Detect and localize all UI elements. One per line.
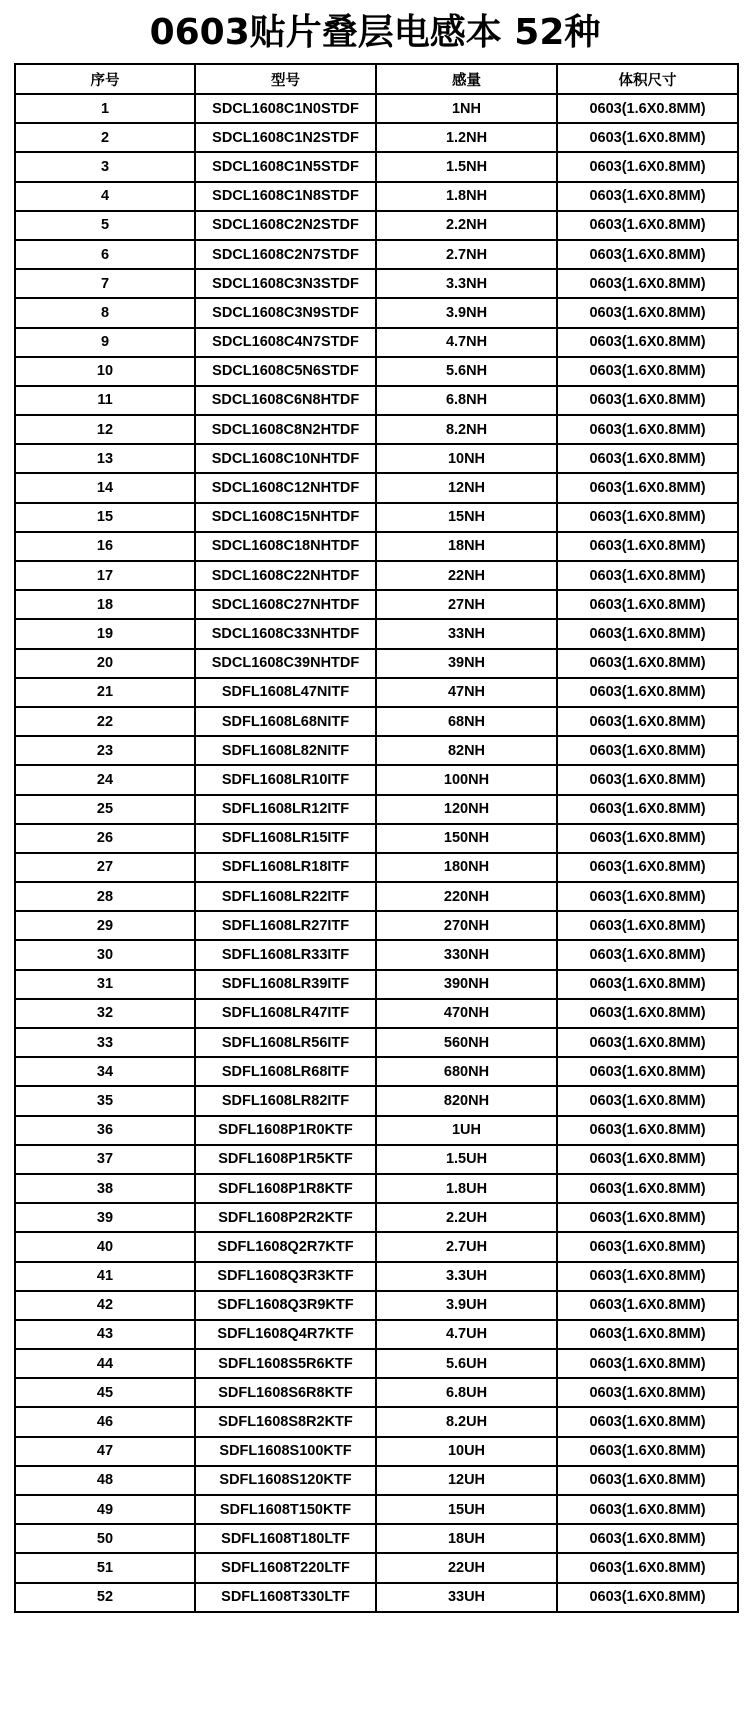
cell-model: SDFL1608LR82ITF bbox=[195, 1086, 376, 1115]
cell-size: 0603(1.6X0.8MM) bbox=[557, 182, 738, 211]
cell-size: 0603(1.6X0.8MM) bbox=[557, 1320, 738, 1349]
table-row bbox=[15, 1495, 738, 1524]
cell-index: 9 bbox=[15, 328, 195, 357]
cell-size: 0603(1.6X0.8MM) bbox=[557, 240, 738, 269]
cell-size: 0603(1.6X0.8MM) bbox=[557, 1524, 738, 1553]
cell-model: SDCL1608C1N2STDF bbox=[195, 123, 376, 152]
table-row bbox=[15, 1349, 738, 1378]
cell-inductance: 1.8NH bbox=[376, 182, 557, 211]
table-row bbox=[15, 707, 738, 736]
cell-size: 0603(1.6X0.8MM) bbox=[557, 1583, 738, 1612]
cell-index: 45 bbox=[15, 1378, 195, 1407]
cell-model: SDCL1608C8N2HTDF bbox=[195, 415, 376, 444]
cell-inductance: 220NH bbox=[376, 882, 557, 911]
cell-size: 0603(1.6X0.8MM) bbox=[557, 328, 738, 357]
table-row bbox=[15, 619, 738, 648]
cell-inductance: 2.7NH bbox=[376, 240, 557, 269]
cell-inductance: 150NH bbox=[376, 824, 557, 853]
cell-size: 0603(1.6X0.8MM) bbox=[557, 795, 738, 824]
table-row bbox=[15, 1320, 738, 1349]
cell-inductance: 120NH bbox=[376, 795, 557, 824]
table-row bbox=[15, 269, 738, 298]
cell-index: 24 bbox=[15, 765, 195, 794]
table-row bbox=[15, 649, 738, 678]
cell-inductance: 4.7NH bbox=[376, 328, 557, 357]
cell-model: SDFL1608LR47ITF bbox=[195, 999, 376, 1028]
cell-size: 0603(1.6X0.8MM) bbox=[557, 152, 738, 181]
cell-size: 0603(1.6X0.8MM) bbox=[557, 1086, 738, 1115]
cell-model: SDFL1608LR15ITF bbox=[195, 824, 376, 853]
cell-inductance: 22NH bbox=[376, 561, 557, 590]
cell-inductance: 1.5NH bbox=[376, 152, 557, 181]
cell-model: SDCL1608C22NHTDF bbox=[195, 561, 376, 590]
table-row bbox=[15, 240, 738, 269]
cell-inductance: 680NH bbox=[376, 1057, 557, 1086]
table-row bbox=[15, 824, 738, 853]
cell-index: 43 bbox=[15, 1320, 195, 1349]
cell-index: 48 bbox=[15, 1466, 195, 1495]
cell-inductance: 27NH bbox=[376, 590, 557, 619]
header-row bbox=[15, 64, 738, 94]
cell-model: SDFL1608LR12ITF bbox=[195, 795, 376, 824]
cell-model: SDFL1608LR10ITF bbox=[195, 765, 376, 794]
cell-model: SDFL1608Q3R3KTF bbox=[195, 1262, 376, 1291]
table-row bbox=[15, 1262, 738, 1291]
table-row bbox=[15, 1203, 738, 1232]
table-row bbox=[15, 152, 738, 181]
cell-size: 0603(1.6X0.8MM) bbox=[557, 1378, 738, 1407]
cell-index: 7 bbox=[15, 269, 195, 298]
cell-model: SDFL1608Q4R7KTF bbox=[195, 1320, 376, 1349]
cell-index: 44 bbox=[15, 1349, 195, 1378]
table-row bbox=[15, 1583, 738, 1612]
cell-size: 0603(1.6X0.8MM) bbox=[557, 1174, 738, 1203]
table-row bbox=[15, 1407, 738, 1436]
cell-model: SDFL1608L82NITF bbox=[195, 736, 376, 765]
cell-model: SDCL1608C2N7STDF bbox=[195, 240, 376, 269]
cell-size: 0603(1.6X0.8MM) bbox=[557, 1437, 738, 1466]
cell-inductance: 68NH bbox=[376, 707, 557, 736]
cell-index: 40 bbox=[15, 1232, 195, 1261]
cell-inductance: 270NH bbox=[376, 911, 557, 940]
cell-model: SDFL1608S5R6KTF bbox=[195, 1349, 376, 1378]
cell-inductance: 5.6NH bbox=[376, 357, 557, 386]
cell-size: 0603(1.6X0.8MM) bbox=[557, 532, 738, 561]
table-row bbox=[15, 1553, 738, 1582]
cell-model: SDFL1608L68NITF bbox=[195, 707, 376, 736]
cell-size: 0603(1.6X0.8MM) bbox=[557, 357, 738, 386]
cell-model: SDFL1608T330LTF bbox=[195, 1583, 376, 1612]
cell-model: SDCL1608C10NHTDF bbox=[195, 444, 376, 473]
cell-model: SDFL1608LR22ITF bbox=[195, 882, 376, 911]
cell-model: SDFL1608T220LTF bbox=[195, 1553, 376, 1582]
cell-index: 41 bbox=[15, 1262, 195, 1291]
cell-inductance: 6.8UH bbox=[376, 1378, 557, 1407]
cell-model: SDFL1608P1R0KTF bbox=[195, 1116, 376, 1145]
table-row bbox=[15, 298, 738, 327]
cell-index: 38 bbox=[15, 1174, 195, 1203]
cell-index: 4 bbox=[15, 182, 195, 211]
cell-model: SDCL1608C12NHTDF bbox=[195, 473, 376, 502]
cell-model: SDFL1608T150KTF bbox=[195, 1495, 376, 1524]
cell-size: 0603(1.6X0.8MM) bbox=[557, 1057, 738, 1086]
table-row bbox=[15, 328, 738, 357]
cell-inductance: 3.3NH bbox=[376, 269, 557, 298]
cell-index: 6 bbox=[15, 240, 195, 269]
cell-model: SDFL1608LR56ITF bbox=[195, 1028, 376, 1057]
table-row bbox=[15, 1232, 738, 1261]
cell-index: 49 bbox=[15, 1495, 195, 1524]
cell-index: 39 bbox=[15, 1203, 195, 1232]
cell-inductance: 6.8NH bbox=[376, 386, 557, 415]
cell-size: 0603(1.6X0.8MM) bbox=[557, 94, 738, 123]
cell-index: 18 bbox=[15, 590, 195, 619]
cell-inductance: 180NH bbox=[376, 853, 557, 882]
cell-size: 0603(1.6X0.8MM) bbox=[557, 1495, 738, 1524]
table-row bbox=[15, 853, 738, 882]
table-row bbox=[15, 1174, 738, 1203]
table-row bbox=[15, 1116, 738, 1145]
cell-size: 0603(1.6X0.8MM) bbox=[557, 415, 738, 444]
cell-size: 0603(1.6X0.8MM) bbox=[557, 1349, 738, 1378]
cell-index: 34 bbox=[15, 1057, 195, 1086]
table-row bbox=[15, 415, 738, 444]
cell-model: SDFL1608T180LTF bbox=[195, 1524, 376, 1553]
cell-size: 0603(1.6X0.8MM) bbox=[557, 298, 738, 327]
cell-inductance: 820NH bbox=[376, 1086, 557, 1115]
cell-size: 0603(1.6X0.8MM) bbox=[557, 707, 738, 736]
cell-inductance: 3.9NH bbox=[376, 298, 557, 327]
cell-inductance: 8.2UH bbox=[376, 1407, 557, 1436]
table-row bbox=[15, 532, 738, 561]
table-row bbox=[15, 765, 738, 794]
table-body bbox=[15, 94, 738, 1612]
cell-index: 2 bbox=[15, 123, 195, 152]
table-row bbox=[15, 1028, 738, 1057]
table-row bbox=[15, 123, 738, 152]
cell-inductance: 330NH bbox=[376, 940, 557, 969]
cell-model: SDCL1608C6N8HTDF bbox=[195, 386, 376, 415]
cell-model: SDCL1608C3N9STDF bbox=[195, 298, 376, 327]
cell-index: 31 bbox=[15, 970, 195, 999]
cell-index: 21 bbox=[15, 678, 195, 707]
header-size: 体积尺寸 bbox=[557, 64, 738, 94]
cell-model: SDFL1608LR27ITF bbox=[195, 911, 376, 940]
cell-inductance: 12UH bbox=[376, 1466, 557, 1495]
cell-size: 0603(1.6X0.8MM) bbox=[557, 824, 738, 853]
cell-model: SDFL1608LR33ITF bbox=[195, 940, 376, 969]
cell-model: SDFL1608P2R2KTF bbox=[195, 1203, 376, 1232]
cell-inductance: 15UH bbox=[376, 1495, 557, 1524]
cell-inductance: 18UH bbox=[376, 1524, 557, 1553]
cell-size: 0603(1.6X0.8MM) bbox=[557, 1407, 738, 1436]
cell-index: 46 bbox=[15, 1407, 195, 1436]
cell-inductance: 1NH bbox=[376, 94, 557, 123]
table-row bbox=[15, 182, 738, 211]
cell-size: 0603(1.6X0.8MM) bbox=[557, 1116, 738, 1145]
cell-inductance: 22UH bbox=[376, 1553, 557, 1582]
cell-model: SDCL1608C1N8STDF bbox=[195, 182, 376, 211]
cell-inductance: 47NH bbox=[376, 678, 557, 707]
header-inductance: 感量 bbox=[376, 64, 557, 94]
table-row bbox=[15, 386, 738, 415]
table-row bbox=[15, 999, 738, 1028]
table-row bbox=[15, 911, 738, 940]
cell-inductance: 39NH bbox=[376, 649, 557, 678]
table-row bbox=[15, 561, 738, 590]
cell-inductance: 18NH bbox=[376, 532, 557, 561]
cell-inductance: 470NH bbox=[376, 999, 557, 1028]
cell-size: 0603(1.6X0.8MM) bbox=[557, 1028, 738, 1057]
cell-index: 28 bbox=[15, 882, 195, 911]
cell-inductance: 10NH bbox=[376, 444, 557, 473]
cell-index: 30 bbox=[15, 940, 195, 969]
cell-model: SDCL1608C33NHTDF bbox=[195, 619, 376, 648]
cell-model: SDCL1608C39NHTDF bbox=[195, 649, 376, 678]
cell-index: 11 bbox=[15, 386, 195, 415]
cell-model: SDFL1608S120KTF bbox=[195, 1466, 376, 1495]
cell-inductance: 560NH bbox=[376, 1028, 557, 1057]
cell-size: 0603(1.6X0.8MM) bbox=[557, 619, 738, 648]
cell-index: 27 bbox=[15, 853, 195, 882]
cell-index: 22 bbox=[15, 707, 195, 736]
cell-size: 0603(1.6X0.8MM) bbox=[557, 882, 738, 911]
cell-size: 0603(1.6X0.8MM) bbox=[557, 970, 738, 999]
cell-size: 0603(1.6X0.8MM) bbox=[557, 561, 738, 590]
cell-size: 0603(1.6X0.8MM) bbox=[557, 444, 738, 473]
cell-size: 0603(1.6X0.8MM) bbox=[557, 211, 738, 240]
cell-index: 19 bbox=[15, 619, 195, 648]
cell-index: 47 bbox=[15, 1437, 195, 1466]
cell-index: 16 bbox=[15, 532, 195, 561]
header-model: 型号 bbox=[195, 64, 376, 94]
cell-size: 0603(1.6X0.8MM) bbox=[557, 765, 738, 794]
cell-index: 13 bbox=[15, 444, 195, 473]
cell-size: 0603(1.6X0.8MM) bbox=[557, 1232, 738, 1261]
cell-index: 36 bbox=[15, 1116, 195, 1145]
cell-size: 0603(1.6X0.8MM) bbox=[557, 269, 738, 298]
table-row bbox=[15, 1466, 738, 1495]
table-row bbox=[15, 357, 738, 386]
cell-inductance: 8.2NH bbox=[376, 415, 557, 444]
table-row bbox=[15, 1291, 738, 1320]
table-row bbox=[15, 970, 738, 999]
table-row bbox=[15, 444, 738, 473]
cell-inductance: 15NH bbox=[376, 503, 557, 532]
table-row bbox=[15, 94, 738, 123]
cell-inductance: 1.5UH bbox=[376, 1145, 557, 1174]
cell-index: 14 bbox=[15, 473, 195, 502]
cell-index: 29 bbox=[15, 911, 195, 940]
table-row bbox=[15, 678, 738, 707]
cell-index: 1 bbox=[15, 94, 195, 123]
cell-model: SDCL1608C5N6STDF bbox=[195, 357, 376, 386]
table-row bbox=[15, 940, 738, 969]
cell-model: SDCL1608C15NHTDF bbox=[195, 503, 376, 532]
cell-model: SDFL1608S6R8KTF bbox=[195, 1378, 376, 1407]
table-row bbox=[15, 1086, 738, 1115]
cell-size: 0603(1.6X0.8MM) bbox=[557, 911, 738, 940]
cell-inductance: 2.2UH bbox=[376, 1203, 557, 1232]
cell-index: 17 bbox=[15, 561, 195, 590]
cell-model: SDCL1608C4N7STDF bbox=[195, 328, 376, 357]
cell-model: SDFL1608L47NITF bbox=[195, 678, 376, 707]
cell-index: 3 bbox=[15, 152, 195, 181]
table-row bbox=[15, 1145, 738, 1174]
cell-model: SDFL1608LR68ITF bbox=[195, 1057, 376, 1086]
table-row bbox=[15, 795, 738, 824]
cell-index: 35 bbox=[15, 1086, 195, 1115]
cell-index: 10 bbox=[15, 357, 195, 386]
cell-inductance: 390NH bbox=[376, 970, 557, 999]
table-row bbox=[15, 736, 738, 765]
cell-size: 0603(1.6X0.8MM) bbox=[557, 473, 738, 502]
cell-inductance: 1.2NH bbox=[376, 123, 557, 152]
cell-size: 0603(1.6X0.8MM) bbox=[557, 853, 738, 882]
cell-index: 42 bbox=[15, 1291, 195, 1320]
cell-model: SDCL1608C27NHTDF bbox=[195, 590, 376, 619]
cell-inductance: 1.8UH bbox=[376, 1174, 557, 1203]
cell-size: 0603(1.6X0.8MM) bbox=[557, 736, 738, 765]
cell-model: SDFL1608LR39ITF bbox=[195, 970, 376, 999]
cell-inductance: 33UH bbox=[376, 1583, 557, 1612]
cell-model: SDFL1608Q2R7KTF bbox=[195, 1232, 376, 1261]
cell-inductance: 5.6UH bbox=[376, 1349, 557, 1378]
table-row bbox=[15, 590, 738, 619]
cell-model: SDCL1608C3N3STDF bbox=[195, 269, 376, 298]
cell-size: 0603(1.6X0.8MM) bbox=[557, 940, 738, 969]
cell-inductance: 10UH bbox=[376, 1437, 557, 1466]
cell-inductance: 3.3UH bbox=[376, 1262, 557, 1291]
table-row bbox=[15, 503, 738, 532]
cell-inductance: 1UH bbox=[376, 1116, 557, 1145]
cell-index: 50 bbox=[15, 1524, 195, 1553]
table-row bbox=[15, 1378, 738, 1407]
cell-inductance: 4.7UH bbox=[376, 1320, 557, 1349]
cell-model: SDFL1608Q3R9KTF bbox=[195, 1291, 376, 1320]
cell-index: 15 bbox=[15, 503, 195, 532]
table-row bbox=[15, 211, 738, 240]
inductor-table bbox=[14, 63, 739, 1613]
cell-size: 0603(1.6X0.8MM) bbox=[557, 590, 738, 619]
cell-index: 37 bbox=[15, 1145, 195, 1174]
cell-inductance: 33NH bbox=[376, 619, 557, 648]
cell-index: 32 bbox=[15, 999, 195, 1028]
cell-size: 0603(1.6X0.8MM) bbox=[557, 1291, 738, 1320]
table-row bbox=[15, 1437, 738, 1466]
cell-inductance: 100NH bbox=[376, 765, 557, 794]
cell-index: 5 bbox=[15, 211, 195, 240]
cell-model: SDCL1608C1N5STDF bbox=[195, 152, 376, 181]
cell-model: SDCL1608C1N0STDF bbox=[195, 94, 376, 123]
cell-model: SDCL1608C18NHTDF bbox=[195, 532, 376, 561]
cell-index: 20 bbox=[15, 649, 195, 678]
table-row bbox=[15, 882, 738, 911]
cell-size: 0603(1.6X0.8MM) bbox=[557, 123, 738, 152]
table-row bbox=[15, 473, 738, 502]
cell-size: 0603(1.6X0.8MM) bbox=[557, 999, 738, 1028]
cell-size: 0603(1.6X0.8MM) bbox=[557, 1262, 738, 1291]
cell-size: 0603(1.6X0.8MM) bbox=[557, 1466, 738, 1495]
cell-model: SDFL1608LR18ITF bbox=[195, 853, 376, 882]
cell-size: 0603(1.6X0.8MM) bbox=[557, 649, 738, 678]
cell-inductance: 2.2NH bbox=[376, 211, 557, 240]
cell-index: 52 bbox=[15, 1583, 195, 1612]
cell-size: 0603(1.6X0.8MM) bbox=[557, 503, 738, 532]
table-header bbox=[15, 64, 738, 94]
cell-model: SDCL1608C2N2STDF bbox=[195, 211, 376, 240]
cell-inductance: 12NH bbox=[376, 473, 557, 502]
cell-inductance: 2.7UH bbox=[376, 1232, 557, 1261]
cell-inductance: 3.9UH bbox=[376, 1291, 557, 1320]
cell-size: 0603(1.6X0.8MM) bbox=[557, 1203, 738, 1232]
page-title: 0603贴片叠层电感本 52种 bbox=[149, 12, 601, 53]
cell-size: 0603(1.6X0.8MM) bbox=[557, 1553, 738, 1582]
cell-index: 26 bbox=[15, 824, 195, 853]
cell-size: 0603(1.6X0.8MM) bbox=[557, 678, 738, 707]
table-row bbox=[15, 1524, 738, 1553]
cell-model: SDFL1608S8R2KTF bbox=[195, 1407, 376, 1436]
cell-index: 8 bbox=[15, 298, 195, 327]
table-row bbox=[15, 1057, 738, 1086]
cell-inductance: 82NH bbox=[376, 736, 557, 765]
cell-model: SDFL1608P1R5KTF bbox=[195, 1145, 376, 1174]
cell-size: 0603(1.6X0.8MM) bbox=[557, 386, 738, 415]
cell-index: 33 bbox=[15, 1028, 195, 1057]
cell-index: 25 bbox=[15, 795, 195, 824]
cell-model: SDFL1608P1R8KTF bbox=[195, 1174, 376, 1203]
cell-index: 51 bbox=[15, 1553, 195, 1582]
cell-model: SDFL1608S100KTF bbox=[195, 1437, 376, 1466]
cell-index: 12 bbox=[15, 415, 195, 444]
cell-index: 23 bbox=[15, 736, 195, 765]
header-index: 序号 bbox=[15, 64, 195, 94]
cell-size: 0603(1.6X0.8MM) bbox=[557, 1145, 738, 1174]
